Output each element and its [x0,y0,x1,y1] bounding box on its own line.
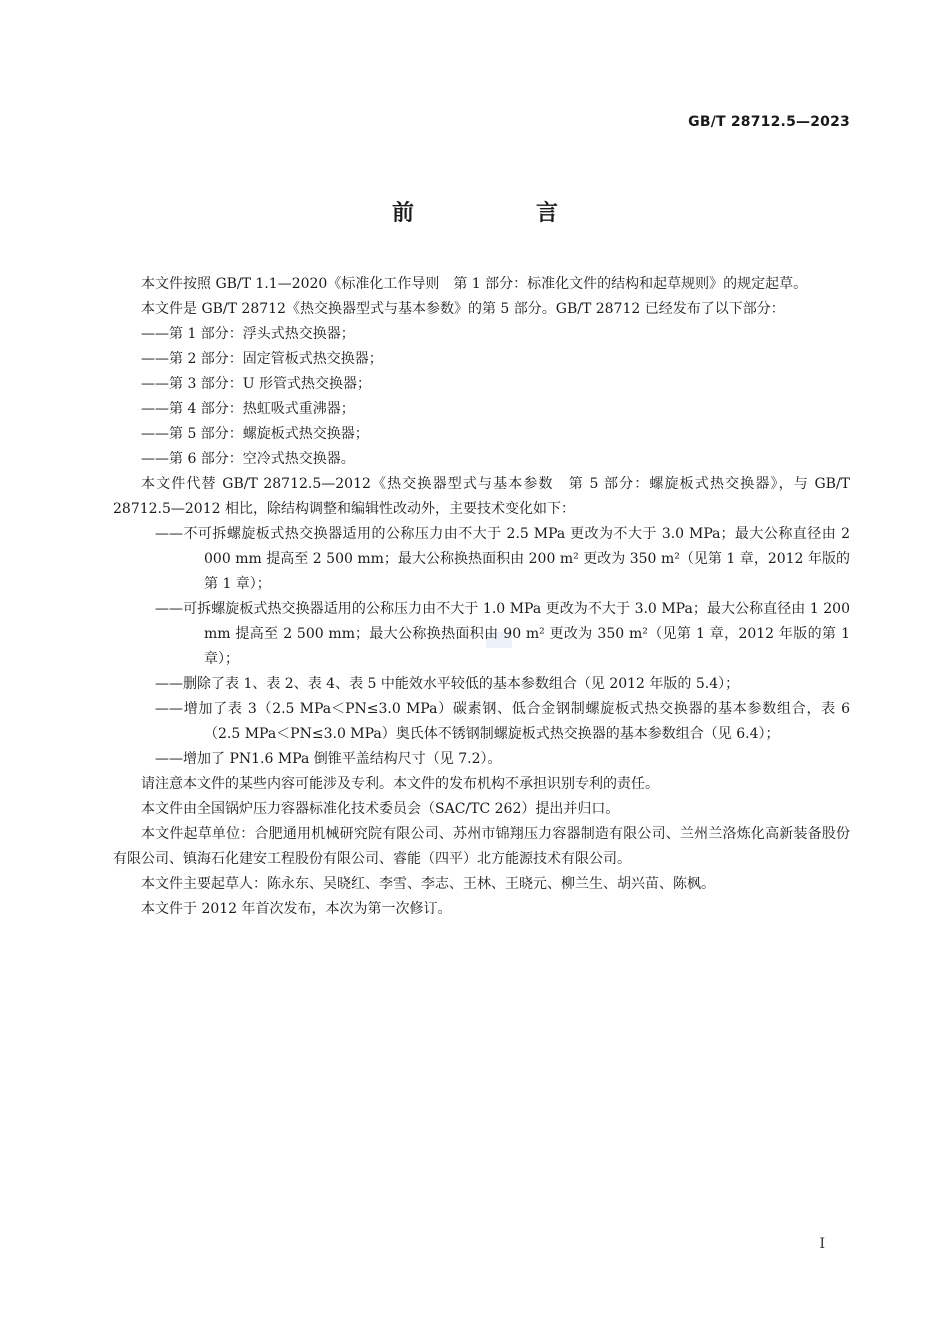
part-list-item: ——第 6 部分：空冷式热交换器。 [141,451,355,467]
paragraph-drafting-units: 本文件起草单位：合肥通用机械研究院有限公司、苏州市锦翔压力容器制造有限公司、兰州兰洛炼化高新装备股份有限公司、镇海石化建安工程股份有限公司、睿能（四平）北方能源技术有限公司。 [113,826,850,867]
standard-number: GB/T 28712.5—2023 [688,114,850,130]
part-list-item: ——第 4 部分：热虹吸式重沸器； [141,401,355,417]
paragraph-replacement: 本文件代替 GB/T 28712.5—2012《热交换器型式与基本参数 第 5 部分：螺旋板式热交换器》，与 GB/T 28712.5—2012 相比，除结构调整和编辑性改动外，主要技术变化如下： [113,476,850,517]
part-list-item: ——第 5 部分：螺旋板式热交换器； [141,426,369,442]
paragraph-proposer: 本文件由全国锅炉压力容器标准化技术委员会（SAC/TC 262）提出并归口。 [141,801,620,817]
paragraph-drafting-rules: 本文件按照 GB/T 1.1—2020《标准化工作导则 第 1 部分：标准化文件的结构和起草规则》的规定起草。 [141,276,808,292]
change-list-item: ——增加了表 3（2.5 MPa＜PN≤3.0 MPa）碳素钢、低合金钢制螺旋板式热交换器的基本参数组合，表 6（2.5 MPa＜PN≤3.0 MPa）奥氏体不锈钢制螺旋板式热交换器的基本参数组合（见 6.4）； [155,701,850,742]
part-list-item: ——第 3 部分：U 形管式热交换器； [141,376,372,392]
part-list-item: ——第 1 部分：浮头式热交换器； [141,326,355,342]
paragraph-patent-notice: 请注意本文件的某些内容可能涉及专利。本文件的发布机构不承担识别专利的责任。 [141,776,659,792]
change-list-item: ——删除了表 1、表 2、表 4、表 5 中能效水平较低的基本参数组合（见 2012 年版的 5.4）； [155,676,740,692]
page-title: 前 言 [391,201,608,226]
change-list-item: ——增加了 PN1.6 MPa 倒锥平盖结构尺寸（见 7.2）。 [155,751,502,767]
foreword-body [113,272,850,922]
paragraph-history: 本文件于 2012 年首次发布，本次为第一次修订。 [141,901,452,917]
paragraph-drafters: 本文件主要起草人：陈永东、吴晓红、李雪、李志、王林、王晓元、柳兰生、胡兴苗、陈枫。 [141,876,715,892]
page-number: I [819,1236,825,1252]
change-list-item: ——不可拆螺旋板式热交换器适用的公称压力由不大于 2.5 MPa 更改为不大于 3.0 MPa；最大公称直径由 2 000 mm 提高至 2 500 mm；最大公称换热面积由 200 m² 更改为 350 m²（见第 1 章，2012 年版的第 1 章）； [155,526,850,592]
part-list-item: ——第 2 部分：固定管板式热交换器； [141,351,383,367]
paragraph-series-intro: 本文件是 GB/T 28712《热交换器型式与基本参数》的第 5 部分。GB/T 28712 已经发布了以下部分： [141,301,785,317]
change-list-item: ——可拆螺旋板式热交换器适用的公称压力由不大于 1.0 MPa 更改为不大于 3.0 MPa；最大公称直径由 1 200 mm 提高至 2 500 mm；最大公称换热面积由 90 m² 更改为 350 m²（见第 1 章，2012 年版的第 1 章）； [155,601,850,667]
